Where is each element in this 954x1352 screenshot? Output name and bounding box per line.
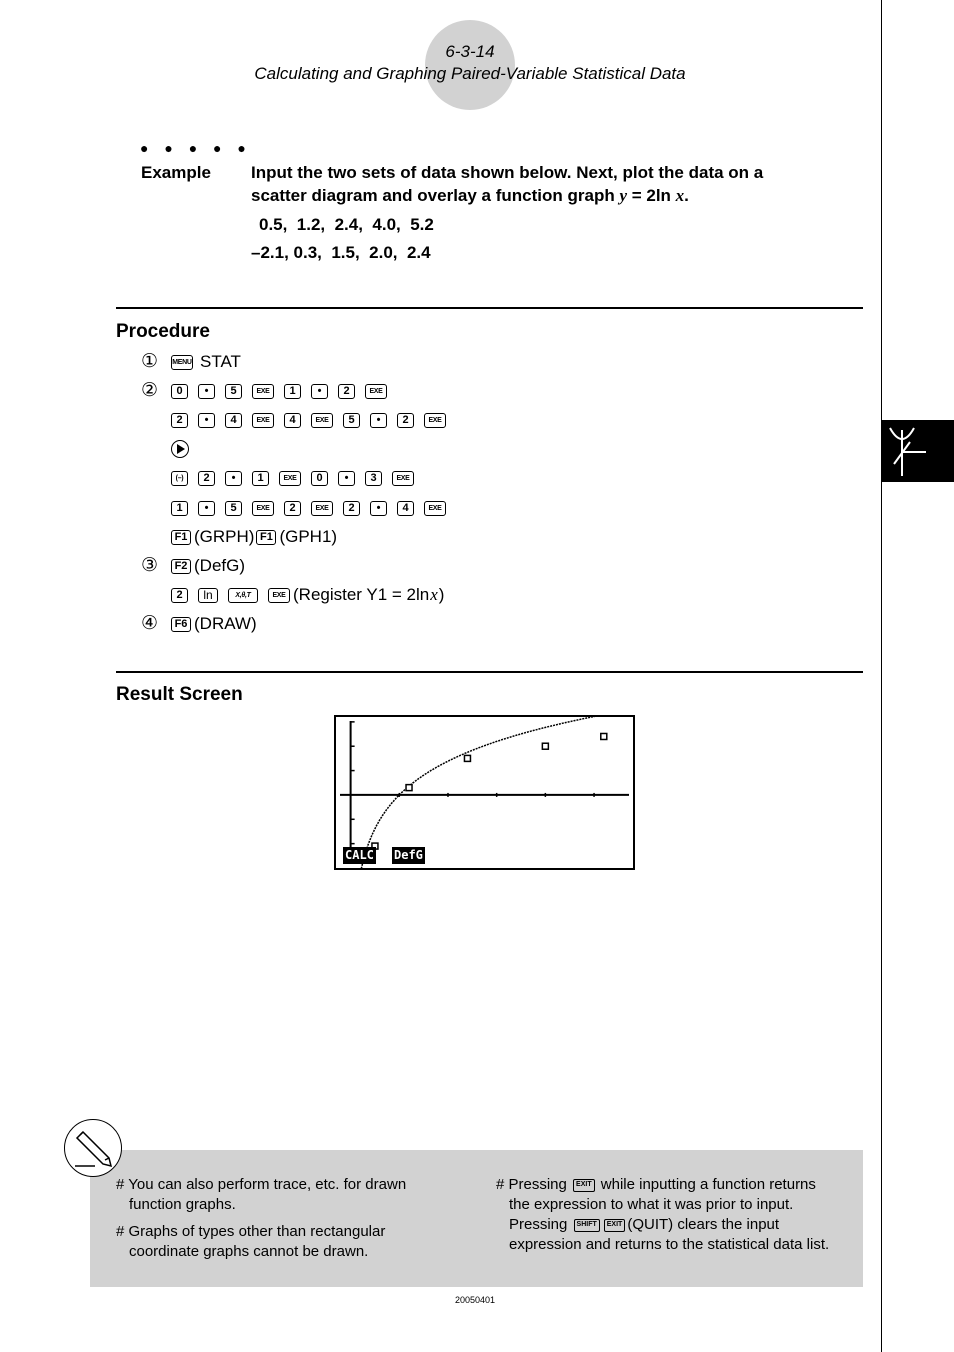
exe-key: EXE	[252, 384, 274, 399]
step-2-line-5	[171, 497, 456, 519]
key-0: 0	[171, 384, 188, 399]
key-2: 2	[338, 384, 355, 399]
shift-key: SHIFT	[574, 1219, 600, 1232]
key-5: 5	[225, 501, 242, 516]
ln-key: ln	[198, 588, 218, 603]
negative-key: (–)	[171, 471, 188, 486]
step-number-4: ④	[141, 613, 159, 634]
exit-key: EXIT	[604, 1219, 626, 1232]
result-heading: Result Screen	[116, 684, 243, 705]
step-2-line-3	[171, 438, 189, 460]
key-dot: •	[198, 501, 215, 516]
key-3: 3	[365, 471, 382, 486]
scatter-graph	[336, 717, 633, 868]
section-divider	[116, 671, 863, 673]
key-5: 5	[225, 384, 242, 399]
x-theta-t-key: X,θ,T	[228, 588, 258, 603]
function-graph-curve	[361, 717, 633, 868]
key-4: 4	[225, 413, 242, 428]
f2-key: F2	[171, 559, 191, 574]
menu-defg: DefG	[394, 848, 423, 862]
section-divider	[116, 307, 863, 309]
step-4: F6 (DRAW)	[171, 613, 257, 635]
note-left-1: # You can also perform trace, etc. for drawn function graphs.	[116, 1176, 407, 1213]
step-3-line-2: 2 ln X,θ,T EXE (Register Y1 = 2ln x )	[171, 584, 444, 606]
key-2: 2	[171, 588, 188, 603]
menu-calc: CALC	[345, 848, 374, 862]
key-5: 5	[343, 413, 360, 428]
data-row-2: –2.1, 0.3, 1.5, 2.0, 2.4	[251, 243, 431, 262]
key-dot: •	[198, 384, 215, 399]
exe-key: EXE	[424, 413, 446, 428]
key-1: 1	[252, 471, 269, 486]
key-dot: •	[370, 501, 387, 516]
exe-key: EXE	[311, 501, 333, 516]
step-2-line-6: F1 (GRPH) F1 (GPH1)	[171, 526, 337, 548]
key-2: 2	[198, 471, 215, 486]
step-1: MENU STAT	[172, 352, 241, 371]
key-4: 4	[284, 413, 301, 428]
exe-key: EXE	[424, 501, 446, 516]
key-dot: •	[225, 471, 242, 486]
step-3-line-1: F2 (DefG)	[171, 555, 245, 577]
step-2-line-2	[171, 409, 456, 431]
f1-key: F1	[256, 530, 276, 545]
pencil-icon	[64, 1119, 122, 1177]
data-point	[406, 785, 412, 791]
exe-key: EXE	[252, 501, 274, 516]
key-dot: •	[338, 471, 355, 486]
right-margin-line	[881, 0, 882, 1352]
exe-key: EXE	[252, 413, 274, 428]
example-line-2: scatter diagram and overlay a function graph y = 2ln x.	[251, 186, 689, 205]
f1-key: F1	[171, 530, 191, 545]
step-number-2: ②	[141, 380, 159, 401]
exe-key: EXE	[392, 471, 414, 486]
exit-key: EXIT	[573, 1179, 595, 1192]
exe-key: EXE	[365, 384, 387, 399]
example-text	[251, 161, 831, 207]
key-1: 1	[284, 384, 301, 399]
chapter-tab	[882, 420, 954, 482]
menu-key: MENU	[171, 355, 193, 370]
page-number: 6-3-14	[445, 42, 495, 61]
cursor-right-icon	[171, 440, 189, 458]
key-dot: •	[198, 413, 215, 428]
key-2: 2	[343, 501, 360, 516]
key-2: 2	[397, 413, 414, 428]
exe-key: EXE	[311, 413, 333, 428]
regression-tab-icon	[882, 420, 954, 482]
example-label: Example	[141, 163, 211, 182]
key-0: 0	[311, 471, 328, 486]
data-point	[464, 755, 470, 761]
key-dot: •	[370, 413, 387, 428]
data-point	[542, 743, 548, 749]
key-4: 4	[397, 501, 414, 516]
footer-code: 20050401	[454, 1295, 496, 1305]
procedure-heading: Procedure	[116, 321, 210, 342]
note-right: # Pressing EXIT while inputting a function returns the expression to what it was prior to input. Pressing SHIFT EXIT (QUIT) clears the input expression and returns to the statistical data list.	[496, 1176, 830, 1253]
key-dot: •	[311, 384, 328, 399]
exe-key: EXE	[268, 588, 290, 603]
f6-key: F6	[171, 617, 191, 632]
step-number-3: ③	[141, 555, 159, 576]
key-2: 2	[284, 501, 301, 516]
step-2-line-1	[171, 380, 397, 402]
key-2: 2	[171, 413, 188, 428]
exe-key: EXE	[279, 471, 301, 486]
example-dots: ● ● ● ● ●	[140, 140, 252, 156]
page-title: Calculating and Graphing Paired-Variable Statistical Data	[254, 64, 686, 83]
calculator-screen	[334, 715, 635, 870]
data-point	[601, 733, 607, 739]
note-left-2: # Graphs of types other than rectangular coordinate graphs cannot be drawn.	[116, 1223, 386, 1260]
step-number-1: ①	[141, 351, 159, 372]
step-2-line-4	[171, 467, 424, 489]
example-line-1: Input the two sets of data shown below. Next, plot the data on a	[251, 163, 764, 182]
key-1: 1	[171, 501, 188, 516]
data-row-1: 0.5, 1.2, 2.4, 4.0, 5.2	[259, 215, 434, 234]
